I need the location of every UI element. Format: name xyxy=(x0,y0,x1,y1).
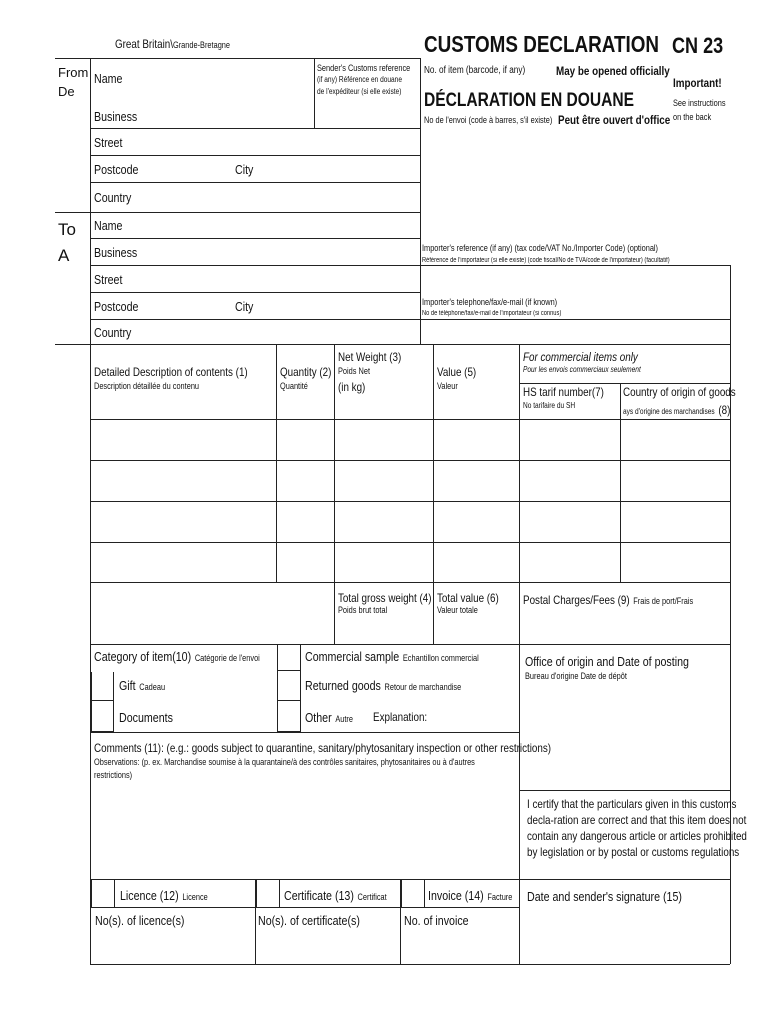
gift-label-line xyxy=(119,678,165,694)
table-row-4-line xyxy=(90,582,730,583)
weight-unit: (in kg) xyxy=(338,380,366,394)
sender-line-2 xyxy=(90,155,420,156)
to-label: To xyxy=(58,220,76,239)
de-label: De xyxy=(58,84,75,99)
importer-ref-fr: Référence de l'importateur (si elle existe) (code fiscal/No de TVA/code de l'importateur) (facultatif) xyxy=(422,257,670,264)
origin-header-fr-line xyxy=(623,402,730,418)
form-title: CUSTOMS DECLARATION xyxy=(424,31,660,57)
sender-city-field[interactable]: City xyxy=(235,162,254,177)
sender-ref-2: (if any) Référence en douane xyxy=(317,75,402,84)
postal-charges-label: Postal Charges/Fees (9) xyxy=(523,593,630,607)
see-instructions-1: See instructions xyxy=(673,98,726,108)
weight-header-fr: Poids Net xyxy=(338,366,371,376)
desc-header: Detailed Description of contents (1) xyxy=(94,365,248,379)
signature-field[interactable] xyxy=(520,910,730,963)
addressee-name-field[interactable]: Name xyxy=(94,218,123,233)
col-value-divider xyxy=(433,344,434,644)
certificate-checkbox[interactable] xyxy=(256,879,280,908)
documents-label: Documents xyxy=(119,710,173,725)
comments-label: Comments (11): (e.g.: goods subject to quarantine, sanitary/phytosanitary inspection or other restrictions) xyxy=(94,741,552,755)
commercial-header-fr: Pour les envois commerciaux seulement xyxy=(523,365,641,374)
sample-checkbox[interactable] xyxy=(277,644,301,671)
addressee-postcode-field[interactable]: Postcode xyxy=(94,299,139,314)
item-4-desc-cell[interactable] xyxy=(91,543,276,582)
certify-line-2: decla-ration are correct and that this item does not xyxy=(527,813,747,827)
sender-name-field[interactable]: Name xyxy=(94,71,123,86)
licence-label: Licence (12) xyxy=(120,888,179,903)
office-origin-label: Office of origin and Date of posting xyxy=(525,654,689,669)
sender-left-border xyxy=(90,58,91,212)
returned-label-line xyxy=(305,678,461,694)
country-fr: Grande-Bretagne xyxy=(172,40,231,50)
sender-country-field[interactable]: Country xyxy=(94,190,132,205)
signature-label: Date and sender's signature (15) xyxy=(527,889,682,904)
addressee-bottom-border xyxy=(55,344,730,345)
addressee-top-border xyxy=(55,212,420,213)
category-label-fr: Catégorie de l'envoi xyxy=(194,653,260,663)
licence-checkbox[interactable] xyxy=(91,879,115,908)
opened-officially-fr: Peut être ouvert d'office xyxy=(558,113,671,127)
office-origin-fr: Bureau d'origine Date de dépôt xyxy=(525,671,627,681)
invoice-label-line xyxy=(428,888,512,904)
sender-ref-divider xyxy=(314,58,315,128)
licence-number-field[interactable]: No(s). of licence(s) xyxy=(95,913,185,928)
certificate-label-line xyxy=(284,888,387,904)
country-label xyxy=(115,38,230,50)
returned-label-fr: Retour de marchandise xyxy=(384,682,462,692)
col-weight-divider xyxy=(334,344,335,644)
desc-header-fr: Description détaillée du contenu xyxy=(94,381,200,391)
other-label-line xyxy=(305,710,353,726)
sender-ref-1: Sender's Customs reference xyxy=(317,63,411,73)
gift-checkbox[interactable] xyxy=(91,672,114,701)
category-label-line xyxy=(94,649,260,665)
sender-top-border xyxy=(55,58,420,59)
hs-header: HS tarif number(7) xyxy=(523,385,604,399)
invoice-label: Invoice (14) xyxy=(428,888,484,903)
item-number-label: No. of item (barcode, if any) xyxy=(424,65,526,76)
important-label: Important! xyxy=(673,76,722,90)
sender-line-3 xyxy=(90,182,420,183)
addressee-business-field[interactable]: Business xyxy=(94,245,138,260)
importer-tel-label: Importer's telephone/fax/e-mail (if known) xyxy=(422,297,558,307)
item-number-fr: No de l'envoi (code à barres, s'il existe) xyxy=(424,115,553,125)
addressee-line-3 xyxy=(90,292,420,293)
returned-label: Returned goods xyxy=(305,678,381,693)
totals-bottom-line xyxy=(90,644,730,645)
form-code: CN 23 xyxy=(672,33,724,58)
see-instructions-2: on the back xyxy=(673,112,712,122)
sender-postcode-field[interactable]: Postcode xyxy=(94,162,139,177)
sample-label: Commercial sample xyxy=(305,649,400,664)
total-value-label: Total value (6) xyxy=(437,591,499,605)
origin-number: (8) xyxy=(718,403,731,417)
other-label: Other xyxy=(305,710,332,725)
other-checkbox[interactable] xyxy=(277,701,301,732)
hs-header-fr: No tarifaire du SH xyxy=(523,401,576,410)
sender-ref-3: de l'expéditeur (si elle existe) xyxy=(317,87,402,96)
documents-checkbox[interactable] xyxy=(91,701,114,732)
gross-weight-fr: Poids brut total xyxy=(338,605,388,615)
certify-line-3: contain any dangerous article or articles prohibited xyxy=(527,829,747,843)
a-label: A xyxy=(58,246,70,265)
comments-fr-2: restrictions) xyxy=(94,770,133,780)
form-title-fr: DÉCLARATION EN DOUANE xyxy=(424,90,635,111)
importer-ref-label: Importer's reference (if any) (tax code/VAT No./Importer Code) (optional) xyxy=(422,243,659,253)
documents-mid-line xyxy=(90,907,519,908)
addressee-line-1 xyxy=(90,238,420,239)
addressee-street-field[interactable]: Street xyxy=(94,272,123,287)
sender-business-field[interactable]: Business xyxy=(94,109,138,124)
gift-label-fr: Cadeau xyxy=(139,682,166,692)
commercial-header: For commercial items only xyxy=(523,350,638,364)
comments-fr-1: Observations: (p. ex. Marchandise soumise à la quarantaine/à des contrôles sanitaires, phytosanitaires ou à d'autres xyxy=(94,757,475,767)
addressee-left-border xyxy=(90,212,91,344)
col-origin-divider xyxy=(620,383,621,582)
postal-charges-line xyxy=(523,592,693,608)
from-label: From xyxy=(58,65,89,80)
addressee-country-field[interactable]: Country xyxy=(94,325,132,340)
form-right-border xyxy=(730,265,731,964)
comments-field[interactable] xyxy=(91,785,518,877)
weight-header: Net Weight (3) xyxy=(338,350,402,364)
addressee-line-4 xyxy=(90,319,730,320)
postal-charges-fr: Frais de port/Frais xyxy=(633,596,694,606)
invoice-number-field[interactable]: No. of invoice xyxy=(404,913,469,928)
explanation-label[interactable]: Explanation: xyxy=(373,710,428,724)
sample-label-line xyxy=(305,649,479,665)
value-header: Value (5) xyxy=(437,365,477,379)
origin-header: Country of origin of goods xyxy=(623,385,736,399)
value-header-fr: Valeur xyxy=(437,381,458,391)
total-value-fr: Valeur totale xyxy=(437,605,478,615)
item-2-desc-cell[interactable] xyxy=(91,461,276,501)
qty-header-fr: Quantité xyxy=(280,381,308,391)
invoice-checkbox[interactable] xyxy=(401,879,425,908)
certify-line-1: I certify that the particulars given in this customs xyxy=(527,797,737,811)
qty-header: Quantity (2) xyxy=(280,365,332,379)
office-origin-field[interactable] xyxy=(520,690,730,789)
opened-officially: May be opened officially xyxy=(556,64,670,78)
addressee-city-field[interactable]: City xyxy=(235,299,254,314)
returned-checkbox[interactable] xyxy=(277,671,301,701)
other-label-fr: Autre xyxy=(335,714,353,724)
addressee-line-2 xyxy=(90,265,730,266)
importer-tel-fr: No de téléphone/fax/e-mail de l'importateur (si connus) xyxy=(422,310,562,317)
country-en: Great Britain\ xyxy=(115,37,173,51)
origin-header-fr: ays d'origine des marchandises xyxy=(623,407,715,416)
address-right-border xyxy=(420,58,421,344)
certificate-number-field[interactable]: No(s). of certificate(s) xyxy=(258,913,360,928)
form-bottom-border xyxy=(90,964,730,965)
category-bottom-line xyxy=(90,732,519,733)
gross-weight-label: Total gross weight (4) xyxy=(338,591,432,605)
certificate-label-fr: Certificat xyxy=(357,892,387,902)
item-3-desc-cell[interactable] xyxy=(91,502,276,542)
col-commercial-divider xyxy=(519,344,520,964)
invoice-label-fr: Facture xyxy=(487,892,513,902)
commercial-subheader-line xyxy=(519,383,730,384)
item-1-desc-cell[interactable] xyxy=(91,420,276,460)
col-qty-divider xyxy=(276,344,277,582)
office-bottom-line xyxy=(519,790,730,791)
licence-label-line xyxy=(120,888,208,904)
certify-line-4: by legislation or by postal or customs regulations xyxy=(527,845,740,859)
gift-label: Gift xyxy=(119,678,136,693)
certificate-label: Certificate (13) xyxy=(284,888,354,903)
sender-street-field[interactable]: Street xyxy=(94,135,123,150)
sample-label-fr: Echantillon commercial xyxy=(402,653,479,663)
sender-line-1 xyxy=(90,128,420,129)
category-label: Category of item(10) xyxy=(94,649,192,664)
licence-label-fr: Licence xyxy=(182,892,208,902)
